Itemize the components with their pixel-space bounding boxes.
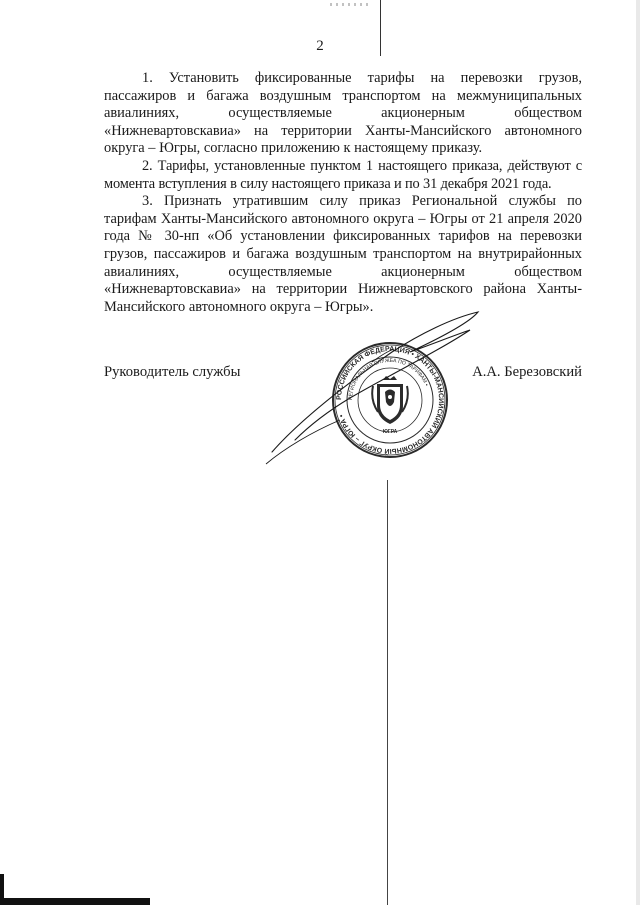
official-seal	[330, 340, 450, 460]
scan-noise	[330, 3, 370, 6]
signatory-name: А.А. Березовский	[472, 364, 582, 380]
signatory-position: Руководитель службы	[104, 364, 241, 380]
scan-edge-shadow	[636, 0, 640, 905]
paragraph-2: 2. Тарифы, установленные пунктом 1 настоящего приказа, действуют с момента вступления в силу настоящего приказа и по 31 декабря 2021 года.	[104, 157, 582, 192]
seal-inner-text: РЕГИОНАЛЬНАЯ СЛУЖБА ПО ТАРИФАМ •	[347, 357, 430, 401]
coat-of-arms-icon	[372, 376, 408, 424]
seal-emblem-label: ЮГРА	[382, 429, 398, 435]
paragraph-3: 3. Признать утратившим силу приказ Региональной службы по тарифам Ханты-Мансийского автономного округа – Югры от 21 апреля 2020 года № 30-нп «Об установлении фиксированных тарифов на перевозки грузов, пассажиров и багажа воздушным транспортом на внутрирайонных авиалиниях, осуществляемые акционерным обществом «Нижневартовскавиа» на территории Нижневартовского района Ханты-Мансийского автономного округа – Югры».	[104, 193, 582, 315]
scan-fold-line-middle	[387, 480, 388, 905]
page-number: 2	[316, 38, 324, 54]
seal-graphic	[330, 340, 450, 460]
seal-outer-text: РОССИЙСКАЯ ФЕДЕРАЦИЯ • ХАНТЫ-МАНСИЙСКИЙ АВТОНОМНЫЙ ОКРУГ – ЮГРА •	[335, 345, 445, 455]
paragraph-1: 1. Установить фиксированные тарифы на перевозки грузов, пассажиров и багажа воздушным транспортом на межмуниципальных авиалиниях, осуществляемые акционерным обществом «Нижневартовскавиа» на территории Ханты-Мансийского автономного округа – Югры, согласно приложению к настоящему приказу.	[104, 70, 582, 157]
scan-corner-mark-horizontal	[0, 898, 150, 905]
document-body	[104, 70, 582, 316]
